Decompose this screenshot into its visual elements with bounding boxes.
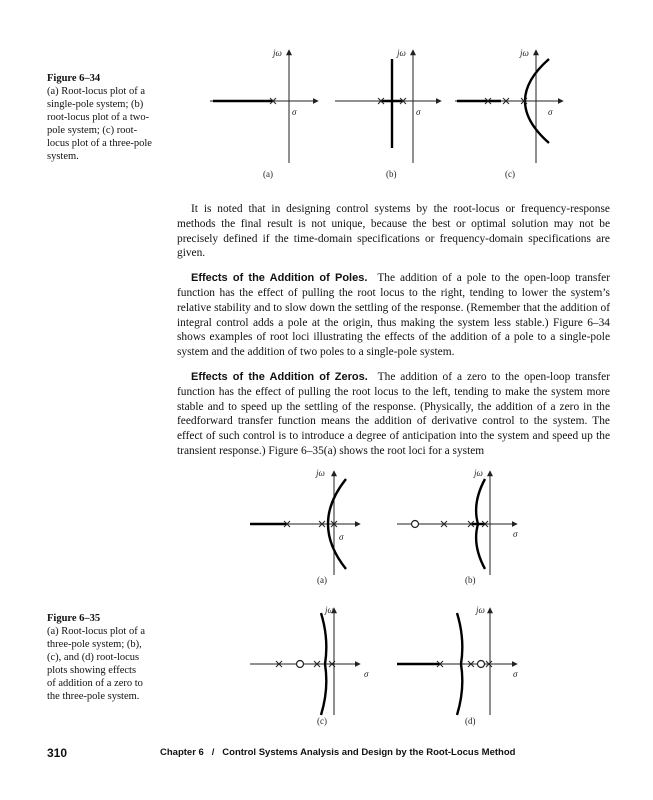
fig634-panel-c <box>455 48 563 179</box>
jw-label: jω <box>273 48 282 58</box>
page-number: 310 <box>47 746 68 760</box>
sigma-label: σ <box>364 669 369 679</box>
panel-label-b: (b) <box>386 169 397 179</box>
paragraph-2 <box>177 271 610 360</box>
figure-634-caption-text: (a) Root-locus plot of a single-pole system; (b) root-locus plot of a two-pole system; (c) root-locus plot of a three-pole system. <box>47 86 152 162</box>
figure-635-caption-text: (a) Root-locus plot of a three-pole system; (b), (c), and (d) root-locus plots showing effects of addition of a zero to the three-pole system. <box>47 626 145 702</box>
sigma-label: σ <box>292 107 297 117</box>
jw-label: jω <box>316 468 325 478</box>
heading-zeros: Effects of the Addition of Zeros. <box>191 370 368 383</box>
jw-label: jω <box>325 605 334 615</box>
body-text <box>177 202 610 469</box>
fig635-panel-c <box>250 605 369 726</box>
panel-label-a: (a) <box>317 575 327 585</box>
fig635-panel-d <box>397 605 518 726</box>
fig635-panel-a <box>250 468 360 585</box>
panel-label-c: (c) <box>505 169 515 179</box>
sigma-label: σ <box>548 107 553 117</box>
jw-label: jω <box>397 48 406 58</box>
paragraph-3 <box>177 370 610 459</box>
zero-marker <box>412 521 419 528</box>
panel-label-c: (c) <box>317 716 327 726</box>
sigma-label: σ <box>513 669 518 679</box>
zero-marker <box>478 661 485 668</box>
fig634-panel-a <box>210 48 318 179</box>
paragraph-3-text: The addition of a zero to the open-loop transfer function has the effect of pulling the root locus to the left, tending to make the system more stable and to speed up the settling of the response. (Physically, the addition of a zero in the feedforward transfer function means the addition of derivative control to the system. The effect of such control is to introduce a degree of anticipation into the system and speed up the transient response.) Figure 6–35(a) shows the root loci for a system <box>177 370 610 457</box>
figure-634-caption <box>47 72 152 163</box>
zero-marker <box>297 661 304 668</box>
sigma-label: σ <box>339 532 344 542</box>
jw-label: jω <box>520 48 529 58</box>
panel-label-a: (a) <box>263 169 273 179</box>
heading-poles: Effects of the Addition of Poles. <box>191 272 368 285</box>
fig635-panel-b <box>397 468 518 585</box>
panel-label-b: (b) <box>465 575 476 585</box>
fig634-panel-b <box>335 48 441 179</box>
figure-634 <box>205 45 585 180</box>
jw-label: jω <box>476 605 485 615</box>
running-head: Chapter 6 / Control Systems Analysis and Design by the Root-Locus Method <box>160 747 516 758</box>
paragraph-1: It is noted that in designing control systems by the root-locus or frequency-response methods the final result is not unique, because the best or optimal solution may not be precisely defined if the time-domain specifications or frequency-domain specifications are given. <box>177 203 610 260</box>
paragraph-2-text: The addition of a pole to the open-loop transfer function has the effect of pulling the root locus to the right, tending to lower the system’s relative stability and to slow down the settling of the response. (Remember that the addition of integral control adds a pole at the origin, thus making the system less stable.) Figure 6–34 shows examples of root loci illustrating the effects of the addition of a pole to a single-pole system and the addition of two poles to a single-pole system. <box>177 272 610 359</box>
sigma-label: σ <box>513 529 518 539</box>
panel-label-d: (d) <box>465 716 476 726</box>
sigma-label: σ <box>416 107 421 117</box>
figure-635-caption <box>47 612 147 703</box>
figure-635 <box>247 465 537 730</box>
figure-635-title: Figure 6–35 <box>47 613 101 624</box>
jw-label: jω <box>474 468 483 478</box>
figure-634-title: Figure 6–34 <box>47 73 101 84</box>
